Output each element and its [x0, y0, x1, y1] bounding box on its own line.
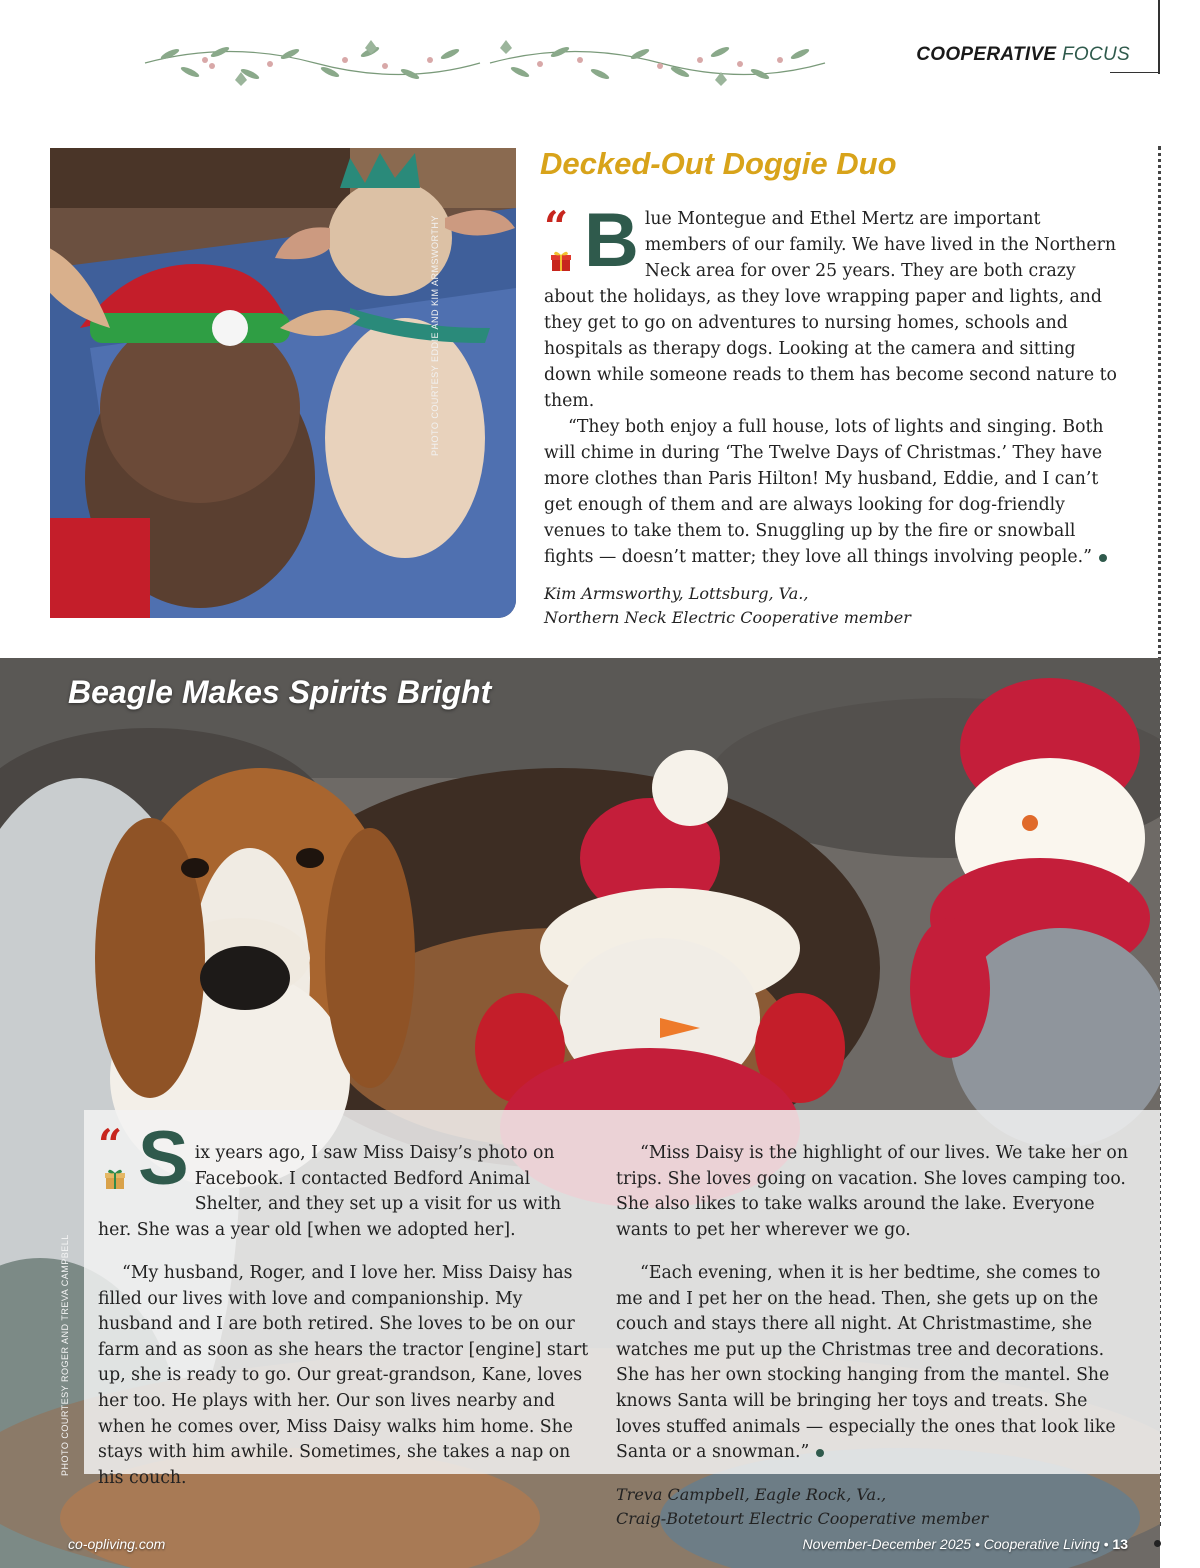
page-number: 13 [1112, 1536, 1128, 1552]
byline-cooperative: Craig-Botetourt Electric Cooperative member [616, 1509, 989, 1529]
footer-website: co-opliving.com [68, 1536, 166, 1552]
footer-magazine-name: Cooperative Living [983, 1536, 1100, 1552]
byline-name: Kim Armsworthy, Lottsburg, Va., [544, 584, 809, 603]
story-body-column-right [616, 1124, 1128, 1531]
paragraph: “Miss Daisy is the highlight of our lives. We take her on trips. She loves going on vacation. She loves camping too. She also likes to take walks around the lake. Everyone wants to pet her wherever we go. [616, 1143, 1128, 1241]
quote-mark-icon: “ [98, 1120, 123, 1169]
end-mark-icon [816, 1449, 824, 1457]
holly-garland-icon [140, 30, 830, 96]
footer-issue-date: November-December 2025 [802, 1536, 972, 1552]
paragraph: lue Montegue and Ethel Mertz are important members of our family. We have lived in the Northern Neck area for over 25 years. They are both crazy about the holidays, as they love wrapping paper and lights, and they get to go on adventures to nursing homes, schools and hospitals as therapy dogs. Looking at the camera and sitting down while someone reads to them has become second nature to them. [544, 209, 1117, 411]
byline [616, 1483, 1128, 1531]
footer-bullet [1154, 1540, 1161, 1547]
drop-cap-letter: S [138, 1116, 189, 1201]
photo-credit: PHOTO COURTESY ROGER AND TREVA CAMPBELL [60, 1234, 70, 1476]
byline-cooperative: Northern Neck Electric Cooperative member [544, 608, 911, 627]
horizontal-rule [1110, 72, 1160, 73]
paragraph [544, 414, 1124, 570]
paragraph: ix years ago, I saw Miss Daisy’s photo on Facebook. I contacted Bedford Animal Shelter, and they set up a visit for us with her. She was a year old [when we adopted her]. [98, 1143, 562, 1241]
end-mark-icon [1099, 554, 1107, 562]
byline [544, 582, 1124, 630]
byline-name: Treva Campbell, Eagle Rock, Va., [616, 1485, 887, 1505]
drop-cap [98, 1116, 189, 1201]
photo-dogs-in-costumes [50, 148, 516, 618]
section-tag-main: COOPERATIVE [916, 44, 1057, 65]
vertical-rule [1158, 0, 1160, 74]
paragraph [616, 1261, 1128, 1466]
footer-issue-info: November-December 2025 • Cooperative Living • 13 [802, 1536, 1128, 1552]
paragraph: “My husband, Roger, and I love her. Miss Daisy has filled our lives with love and companionship. My husband and I are both retired. She loves to be on our farm and as soon as she hears the tractor [engine] start up, she is ready to go. Our great-grandson, Kane, loves her too. He plays with her. Our son lives nearby and when he comes over, Miss Daisy walks him home. She stays with him awhile. Sometimes, she takes a nap on his couch. [98, 1262, 589, 1488]
story-headline: Beagle Makes Spirits Bright [68, 674, 492, 710]
photo-credit: PHOTO COURTESY EDDIE AND KIM ARMSWORTHY [430, 215, 440, 456]
gift-icon [104, 1168, 126, 1190]
section-tag [916, 44, 1130, 66]
quote-mark-icon: “ [544, 202, 569, 251]
drop-cap [544, 198, 639, 283]
story-body-column-left [98, 1116, 598, 1509]
paragraph-text: “They both enjoy a full house, lots of lights and singing. Both will chime in during ‘The Twelve Days of Christmas.’ They have more clothes than Paris Hilton! My husband, Eddie, and I can’t get enough of them and are always looking for dog-friendly venues to take them to. Snuggling up by the fire or snowball fights — doesn’t matter; they love all things involving people.” [544, 417, 1104, 567]
drop-cap-letter: B [584, 198, 639, 283]
section-tag-accent: FOCUS [1062, 44, 1130, 65]
story-body [544, 198, 1124, 630]
paragraph-text: “Each evening, when it is her bedtime, she comes to me and I pet her on the head. Then, she gets up on the couch and stays there all night. At Christmastime, she watches me put up the Christmas tree and decorations. She has her own stocking hanging from the mantel. She knows Santa will be bringing her toys and treats. She loves stuffed animals — especially the ones that look like Santa or a snowman.” [616, 1262, 1116, 1463]
story-headline: Decked-Out Doggie Duo [540, 146, 897, 181]
gift-icon [550, 250, 572, 272]
